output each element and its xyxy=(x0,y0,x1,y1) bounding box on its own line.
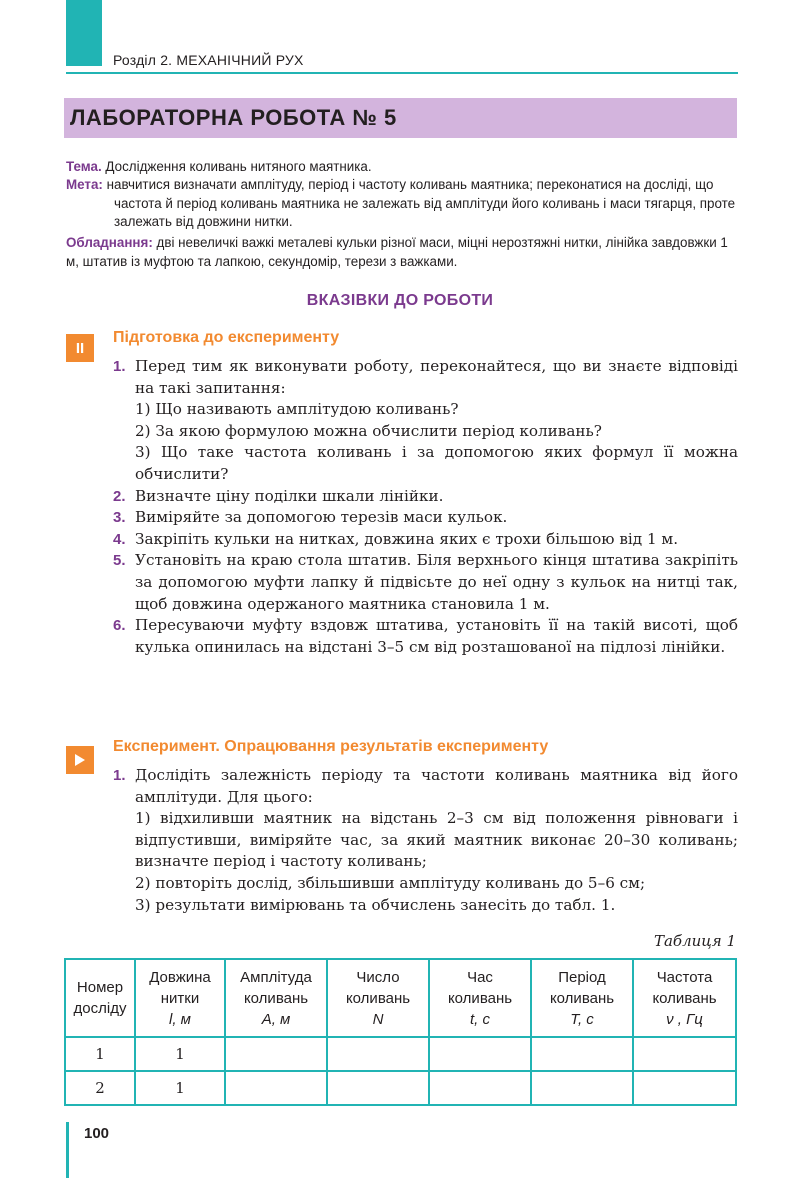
page-number: 100 xyxy=(84,1125,110,1142)
table-caption: Таблиця 1 xyxy=(653,932,736,950)
table-cell: 1 xyxy=(135,1071,225,1105)
table-cell: 1 xyxy=(135,1037,225,1071)
header-divider xyxy=(66,72,738,74)
list-item: 2. Визначте ціну поділки шкали лінійки. xyxy=(113,486,444,505)
table-cell xyxy=(633,1037,736,1071)
table-cell: 2 xyxy=(65,1071,135,1105)
header-cell: Число коливань N xyxy=(327,959,429,1037)
table-cell xyxy=(531,1037,633,1071)
table-cell xyxy=(429,1071,531,1105)
list-item: 6. Пересуваючи муфту вздовж штатива, установіть її на такій висоті, щоб кулька опинилась на відстані 3–5 см від розташованої на підлозі лінійки. xyxy=(113,616,738,656)
section-title: Розділ 2. МЕХАНІЧНИЙ РУХ xyxy=(113,52,304,68)
experiment-list xyxy=(113,765,738,916)
equipment-text: дві невеличкі важкі металеві кульки різної маси, міцні нерозтяжні нитки, лінійка завдовжки 1 м, штатив із муфтою та лапкою, секундомір, терези з важками. xyxy=(66,235,728,269)
header-cell: Амплітуда коливань A, м xyxy=(225,959,327,1037)
table-cell: 1 xyxy=(65,1037,135,1071)
equipment-label: Обладнання: xyxy=(66,235,153,250)
preparation-list xyxy=(113,356,738,658)
section-tab xyxy=(66,0,102,66)
header-cell: Довжина нитки l, м xyxy=(135,959,225,1037)
list-item: 5. Установіть на краю стола штатив. Біля верхнього кінця штатива закріпіть за допомогою муфти лапку й підвісьте до неї одну з кульок на нитці так, щоб довжина одержаного маятника становила 1 м. xyxy=(113,551,738,613)
list-item: 1. Перед тим як виконувати роботу, переконайтеся, що ви знаєте відповіді на такі запитання: 1) Що називають амплітудою коливань? 2) За якою формулою можна обчислити період коливань? 3) Що таке частота коливань і за допомогою яких формул її можна обчислити? xyxy=(113,357,738,483)
header-cell: Частота коливань ν , Гц xyxy=(633,959,736,1037)
goal-text: навчитися визначати амплітуду, період і частоту коливань маятника; переконатися на досліді, що частота й період коливань маятника не залежать від амплітуди його коливань і маси тягарця, проте залежать від довжини нитки. xyxy=(106,177,736,229)
preparation-title: Підготовка до експерименту xyxy=(113,329,340,346)
meta-equipment xyxy=(66,234,738,271)
header-cell: Час коливань t, с xyxy=(429,959,531,1037)
header-cell: Період коливань T, с xyxy=(531,959,633,1037)
table-header-row xyxy=(65,959,736,1037)
table-row xyxy=(65,1071,736,1105)
table-cell xyxy=(327,1037,429,1071)
meta-topic xyxy=(66,158,738,177)
goal-label: Мета: xyxy=(66,177,103,192)
results-table xyxy=(64,958,737,1106)
table-cell xyxy=(429,1037,531,1071)
topic-label: Тема. xyxy=(66,159,102,174)
topic-text: Дослідження коливань нитяного маятника. xyxy=(105,159,372,174)
play-icon xyxy=(66,746,94,774)
header-cell: Номер досліду xyxy=(65,959,135,1037)
experiment-title: Експеримент. Опрацювання результатів експерименту xyxy=(113,738,549,755)
table-cell xyxy=(633,1071,736,1105)
table-cell xyxy=(225,1071,327,1105)
pause-icon: II xyxy=(66,334,94,362)
meta-goal xyxy=(66,176,738,232)
instructions-heading: ВКАЗІВКИ ДО РОБОТИ xyxy=(306,292,494,309)
list-item: 4. Закріпіть кульки на нитках, довжина яких є трохи більшою від 1 м. xyxy=(113,529,679,548)
table-cell xyxy=(531,1071,633,1105)
table-cell xyxy=(327,1071,429,1105)
footer-bar xyxy=(66,1122,69,1178)
table-row xyxy=(65,1037,736,1071)
lab-title: ЛАБОРАТОРНА РОБОТА № 5 xyxy=(70,105,397,130)
list-item: 1. Дослідіть залежність періоду та частоти коливань маятника від його амплітуди. Для цього: 1) відхиливши маятник на відстань 2–3 см від положення рівноваги і відпустивши, виміряйте час, за який маятник виконає 20–30 коливань; визначте період і частоту коливань; 2) повторіть дослід, збільшивши амплітуду коливань до 5–6 см; 3) результати вимірювань та обчислень занесіть до табл. 1. xyxy=(113,766,738,914)
table-cell xyxy=(225,1037,327,1071)
list-item: 3. Виміряйте за допомогою терезів маси кульок. xyxy=(113,508,508,527)
